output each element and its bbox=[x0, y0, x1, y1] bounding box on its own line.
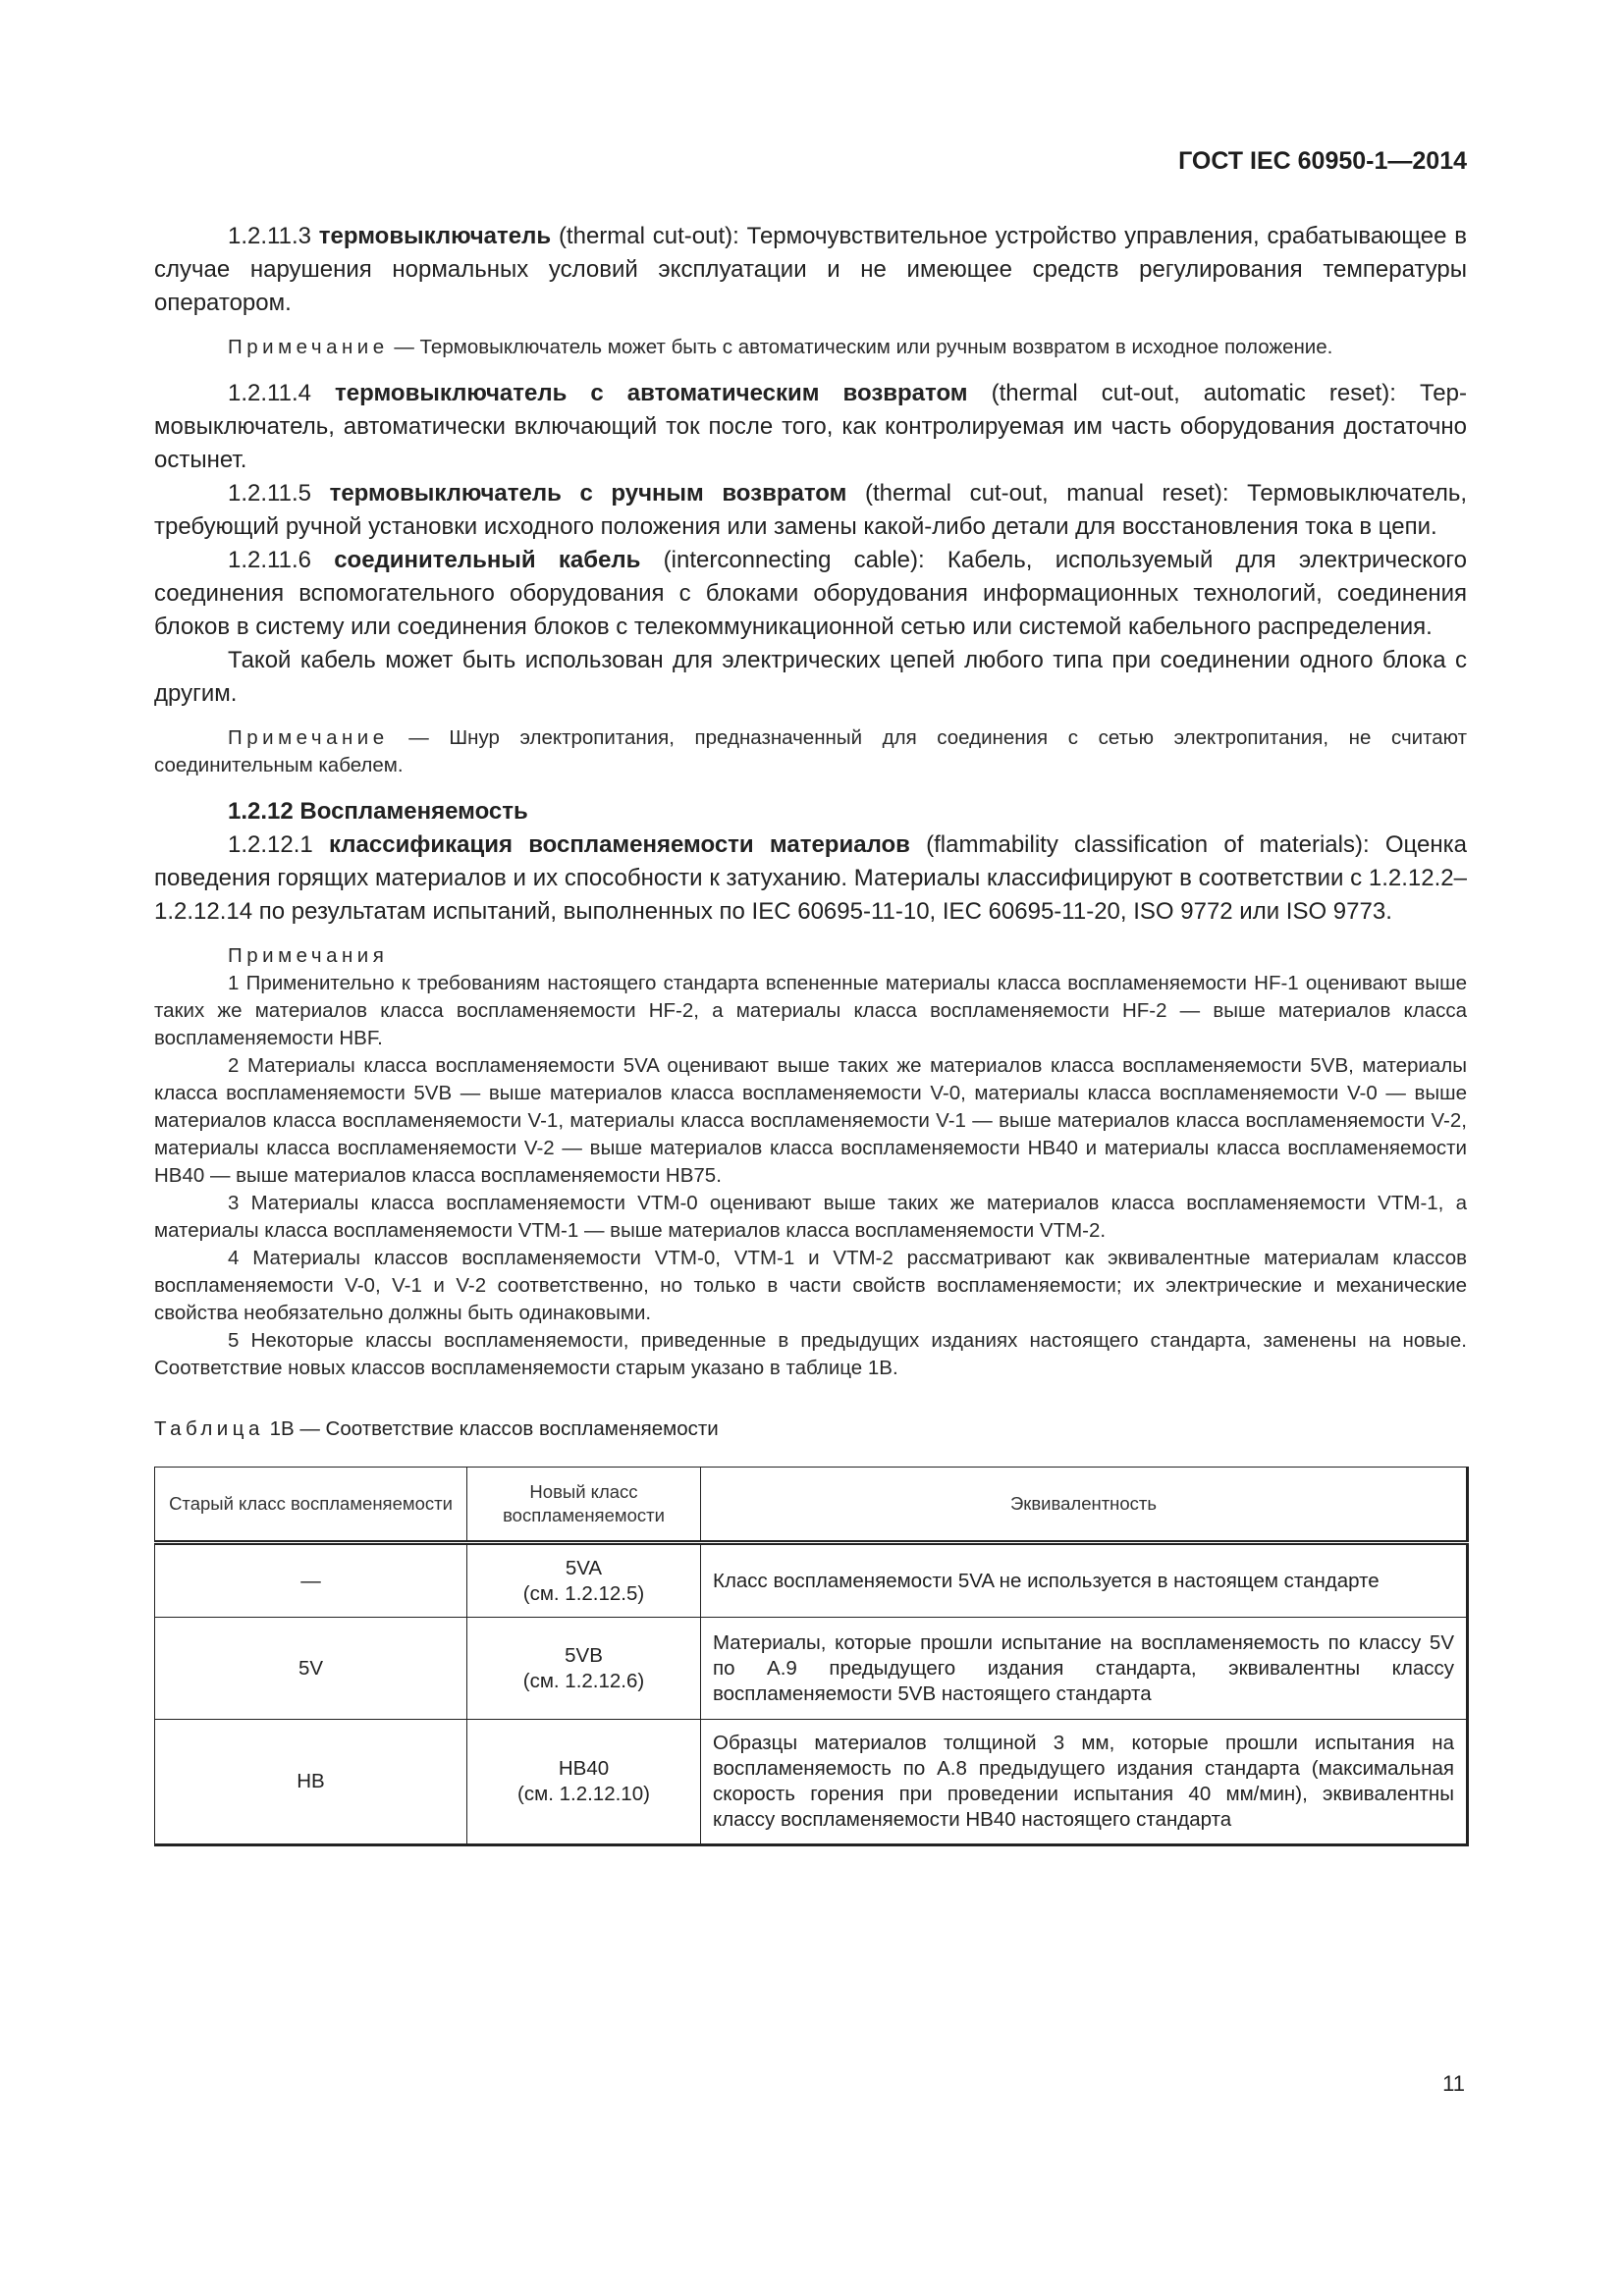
cell-new-class bbox=[467, 1618, 701, 1720]
term: термовыключатель с ручным возвратом bbox=[329, 480, 847, 507]
definition-text: (interconnecting cable): Кабель, используемый для электрического соединения вспомогательного оборудования с блоками оборудования информационных технологий, соединения блоков в систему или соединения блоков с телекоммуникационной сетью или системой кабельного распределения. bbox=[154, 547, 1467, 640]
note-label: Примечание bbox=[228, 726, 389, 749]
cell-equivalence: Образцы материалов толщиной 3 мм, которые прошли испытания на воспламеняемость по А.8 предыдущего издания стандарта (максимальная скорость горения при проведении испытания 40 мм/мин), эквивалентны классу воспламеняемости HB40 настоящего стандарта bbox=[701, 1720, 1468, 1845]
term: термовыключатель с автоматическим возвратом bbox=[335, 380, 968, 406]
document-header: ГОСТ IEC 60950-1—2014 bbox=[1178, 147, 1467, 175]
clause-number: 1.2.11.3 bbox=[228, 223, 311, 249]
cell-new-class bbox=[467, 1543, 701, 1618]
table-caption-text: 1B — Соответствие классов воспламеняемости bbox=[269, 1417, 719, 1440]
note-item-4: 4 Материалы классов воспламеняемости VTM-0, VTM-1 и VTM-2 рассматривают как эквивалентные материалам классов воспламеняемости V-0, V-1 и V-2 соответственно, но только в части свойств воспламеняемости; их электрические и механические свойства необязательно должны быть одинаковыми. bbox=[154, 1247, 1467, 1324]
definition-text: (flammability classification of materials): Оценка поведения горящих материалов и их способности к затуханию. Материалы классифицируют в соответствии с 1.2.12.2–1.2.12.14 по результатам испытаний, выполненных по IEC 60695-11-10, IEC 60695-11-20, ISO 9772 или ISO 9773. bbox=[154, 831, 1467, 925]
term: соединительный кабель bbox=[334, 547, 641, 573]
document-body bbox=[154, 220, 1467, 1846]
clause-1-2-12-1 bbox=[154, 828, 1467, 929]
definition-text: (thermal cut-out, automatic reset): Термовыключатель, автоматически включающий ток после того, как контролируемая им часть оборудования достаточно остынет. bbox=[154, 380, 1467, 473]
note-text: — Термовыключатель может быть с автоматическим или ручным возвратом в исходное положение. bbox=[394, 336, 1333, 358]
note-label: Примечание bbox=[228, 336, 389, 358]
column-header-new-class: Новый класс воспламеняемости bbox=[467, 1468, 701, 1543]
new-class-ref: (см. 1.2.12.10) bbox=[517, 1783, 650, 1805]
term: термовыключатель bbox=[318, 223, 552, 249]
section-heading-1-2-12: 1.2.12 Воспламеняемость bbox=[228, 798, 528, 825]
definition-text: (thermal cut-out): Термочувствительное устройство управления, срабатывающее в случае нарушения нормальных условий эксплуатации и не имеющее средств регулирования температуры оператором. bbox=[154, 223, 1468, 316]
note-item-1: 1 Применительно к требованиям настоящего стандарта вспененные материалы класса воспламеняемости HF-1 оценивают выше таких же материалов класса воспламеняемости HF-2, а материалы класса воспламеняемости HF-2 — выше материалов класса воспламеняемости HBF. bbox=[154, 972, 1467, 1049]
new-class-ref: (см. 1.2.12.6) bbox=[522, 1669, 645, 1692]
column-header-old-class: Старый класс воспламеняемости bbox=[155, 1468, 467, 1543]
clause-number: 1.2.11.6 bbox=[228, 547, 311, 573]
clause-number: 1.2.12.1 bbox=[228, 831, 313, 858]
clause-1-2-11-3 bbox=[154, 220, 1467, 320]
note bbox=[154, 724, 1467, 779]
new-class-name: 5VB bbox=[565, 1643, 603, 1667]
note-item-2: 2 Материалы класса воспламеняемости 5VA оценивают выше таких же материалов класса воспламеняемости 5VB, материалы класса воспламеняемости 5VB — выше материалов класса воспламеняемости V-0, материалы класса воспламеняемости V-0 — выше материалов класса воспламеняемости V-1, материалы класса воспламеняемости V-1 — выше материалов класса воспламеняемости V-2, материалы класса воспламеняемости V-2 — выше материалов класса воспламеняемости HB40 и материалы класса воспламеняемости HB40 — выше материалов класса воспламеняемости HB75. bbox=[154, 1054, 1467, 1187]
note-item-5: 5 Некоторые классы воспламеняемости, приведенные в предыдущих изданиях настоящего стандарта, заменены на новые. Соответствие новых классов воспламеняемости старым указано в таблице 1B. bbox=[154, 1329, 1467, 1379]
table-header-row bbox=[155, 1468, 1468, 1543]
table-caption bbox=[154, 1415, 1467, 1443]
cell-old-class: HB bbox=[155, 1720, 467, 1845]
note bbox=[154, 334, 1467, 361]
new-class-name: HB40 bbox=[558, 1757, 610, 1780]
clause-number: 1.2.11.5 bbox=[228, 480, 311, 507]
notes-label: Примечания bbox=[228, 944, 389, 967]
page-number: 11 bbox=[1442, 2071, 1465, 2096]
cell-old-class: — bbox=[155, 1543, 467, 1618]
term: классификация воспламеняемости материалов bbox=[328, 831, 910, 858]
cell-equivalence: Класс воспламеняемости 5VA не используется в настоящем стандарте bbox=[701, 1543, 1468, 1618]
clause-number: 1.2.11.4 bbox=[228, 380, 311, 406]
note-text: — Шнур электропитания, предназначенный для соединения с сетью электропитания, не считают соединительным кабелем. bbox=[154, 726, 1467, 776]
new-class-ref: (см. 1.2.12.5) bbox=[522, 1581, 645, 1605]
table-row bbox=[155, 1543, 1468, 1618]
flammability-table bbox=[154, 1467, 1469, 1846]
new-class-name: 5VA bbox=[565, 1556, 603, 1579]
table-row bbox=[155, 1618, 1468, 1720]
note-item-3: 3 Материалы класса воспламеняемости VTM-0 оценивают выше таких же материалов класса воспламеняемости VTM-1, а материалы класса воспламеняемости VTM-1 — выше материалов класса воспламеняемости VTM-2. bbox=[154, 1192, 1467, 1242]
definition-text: (thermal cut-out, manual reset): Термовыключатель, требующий ручной установки исходного положения или замены какой-либо детали для восстановления тока в цепи. bbox=[154, 480, 1467, 540]
clause-1-2-11-4 bbox=[154, 377, 1467, 477]
clause-1-2-11-6 bbox=[154, 544, 1467, 644]
table-caption-label: Таблица bbox=[154, 1417, 264, 1440]
cell-equivalence: Материалы, которые прошли испытание на воспламеняемость по классу 5V по А.9 предыдущего издания стандарта, эквивалентны классу воспламеняемости 5VB настоящего стандарта bbox=[701, 1618, 1468, 1720]
cell-old-class: 5V bbox=[155, 1618, 467, 1720]
table-row bbox=[155, 1720, 1468, 1845]
clause-1-2-11-6-extra: Такой кабель может быть использован для электрических цепей любого типа при соединении одного блока с другим. bbox=[154, 647, 1467, 707]
clause-1-2-11-5 bbox=[154, 477, 1467, 544]
cell-new-class bbox=[467, 1720, 701, 1845]
column-header-equivalence: Эквивалентность bbox=[701, 1468, 1468, 1543]
